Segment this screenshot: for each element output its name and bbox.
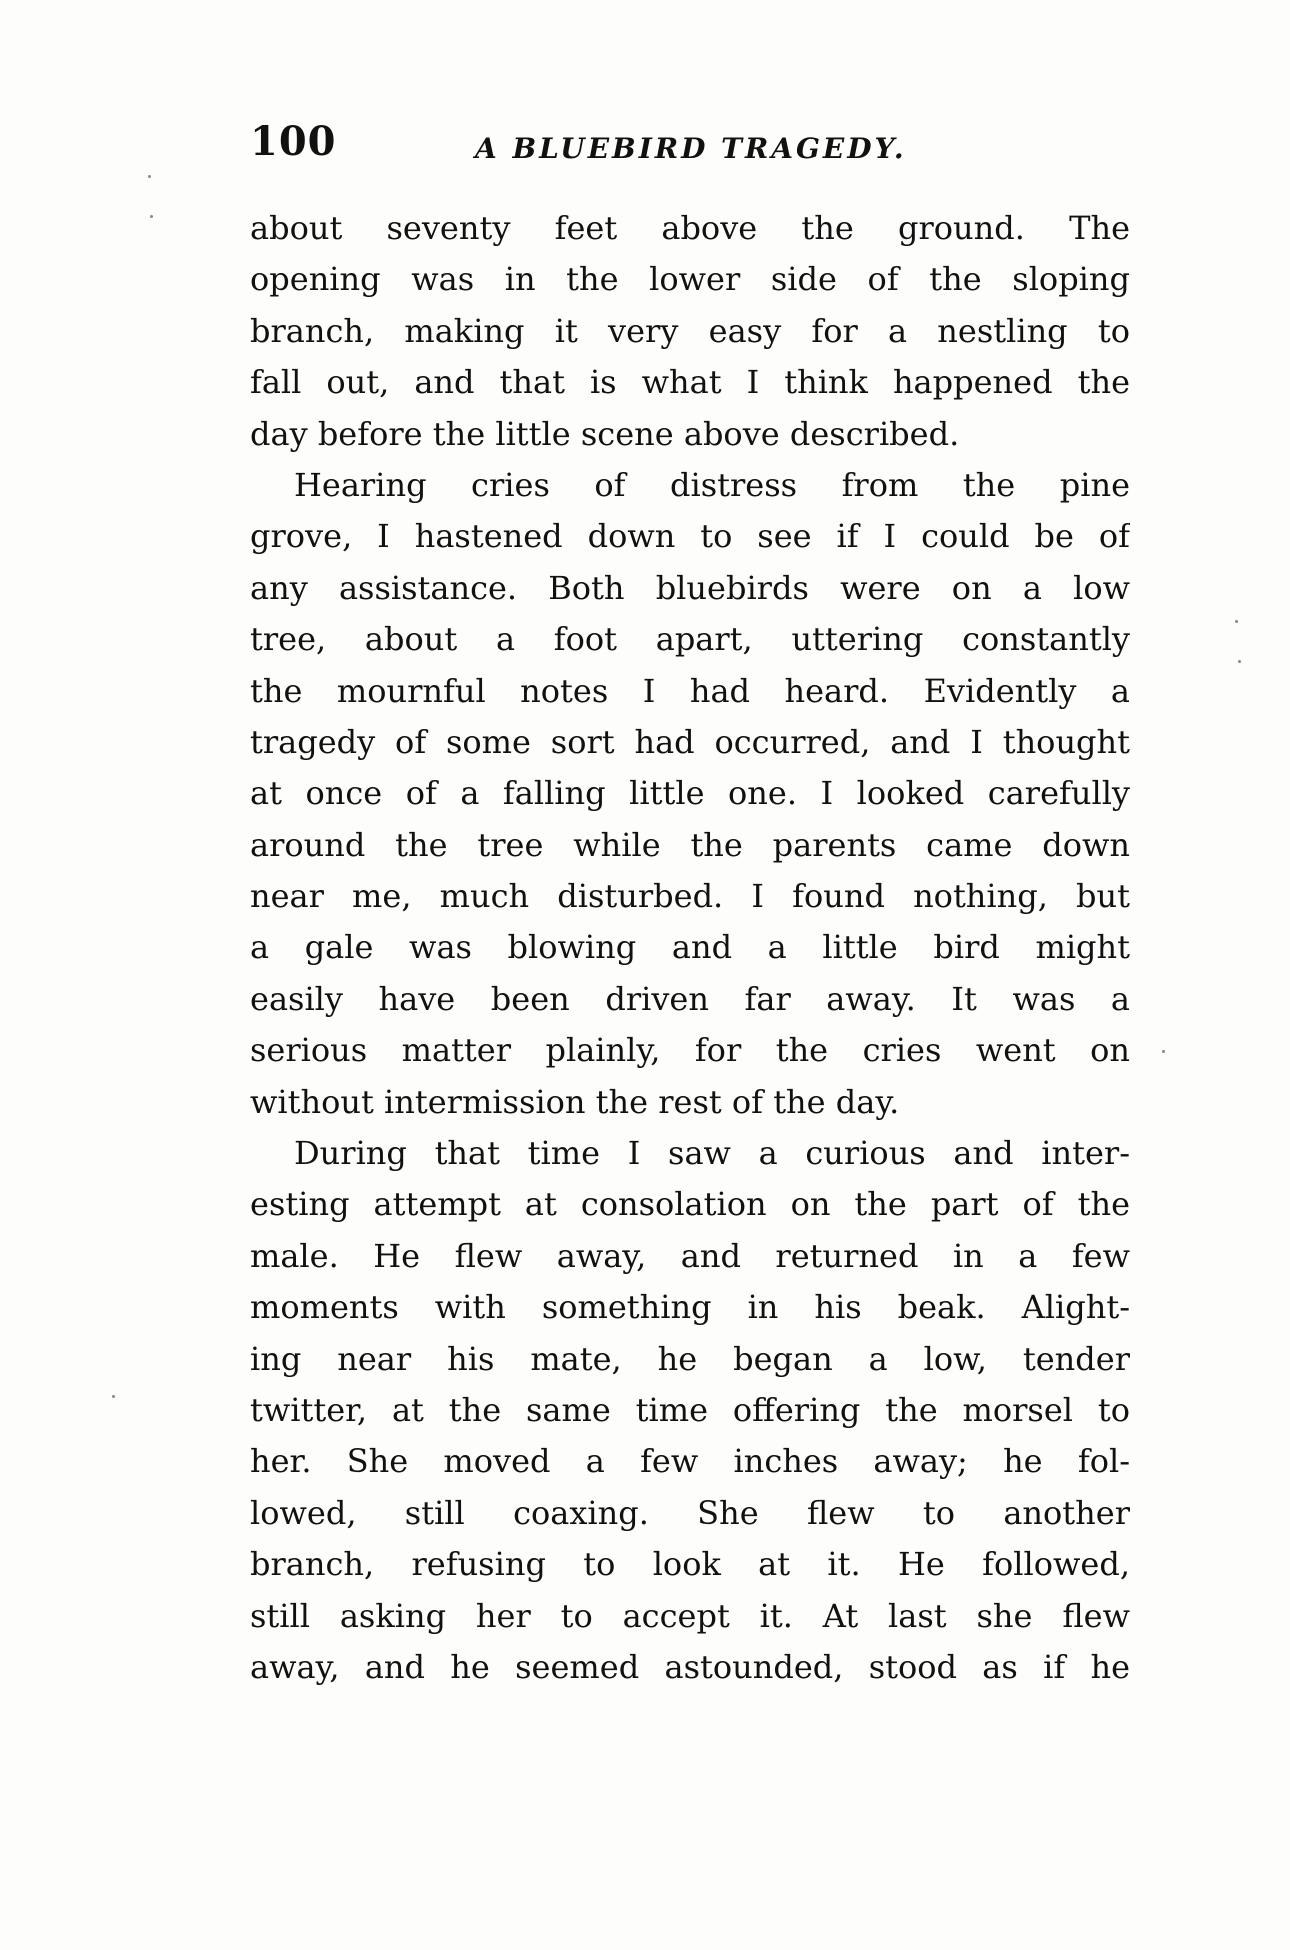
scan-speck — [150, 215, 153, 218]
text-line: near me, much disturbed. I found nothing, but — [250, 877, 1130, 916]
text-line: at once of a falling little one. I looked carefully — [250, 774, 1130, 813]
text-line: around the tree while the parents came down — [250, 825, 1130, 864]
text-line: about seventy feet above the ground. The — [250, 209, 1130, 247]
text-line: grove, I hastened down to see if I could be of — [250, 517, 1130, 556]
text-line: twitter, at the same time offering the morsel to — [250, 1390, 1130, 1429]
text-line: moments with something in his beak. Alight- — [250, 1288, 1130, 1327]
text-line: esting attempt at consolation on the part of the — [250, 1185, 1130, 1224]
text-line: fall out, and that is what I think happened the — [250, 363, 1130, 402]
text-line: ing near his mate, he began a low, tender — [250, 1339, 1130, 1378]
text-line: day before the little scene above described. — [250, 414, 960, 453]
text-line: lowed, still coaxing. She flew to another — [250, 1493, 1130, 1532]
text-line: branch, refusing to look at it. He followed, — [250, 1545, 1130, 1584]
text-line: without intermission the rest of the day. — [250, 1082, 900, 1121]
paragraph — [250, 1128, 1130, 1693]
text-line: Hearing cries of distress from the pine — [294, 465, 1130, 504]
text-line: serious matter plainly, for the cries went on — [250, 1031, 1130, 1070]
scan-speck — [1235, 620, 1238, 623]
text-line: tree, about a foot apart, uttering constantly — [250, 620, 1130, 659]
scan-speck — [112, 1395, 115, 1398]
scan-speck — [148, 175, 151, 178]
text-line: any assistance. Both bluebirds were on a low — [250, 568, 1130, 607]
text-line: still asking her to accept it. At last she flew — [250, 1596, 1130, 1635]
text-line: the mournful notes I had heard. Evidently a — [250, 671, 1130, 710]
text-line: her. She moved a few inches away; he fol- — [250, 1442, 1130, 1481]
running-head — [250, 118, 1140, 178]
paragraph — [250, 460, 1130, 1128]
paragraph — [250, 203, 1130, 460]
text-line: opening was in the lower side of the sloping — [250, 260, 1130, 299]
scan-speck — [1162, 1050, 1165, 1053]
text-line: male. He flew away, and returned in a few — [250, 1236, 1130, 1275]
text-line: tragedy of some sort had occurred, and I thought — [250, 722, 1130, 761]
running-title: A BLUEBIRD TRAGEDY. — [475, 132, 907, 165]
text-line: easily have been driven far away. It was a — [250, 979, 1130, 1018]
text-line: away, and he seemed astounded, stood as if he — [250, 1647, 1130, 1686]
scan-speck — [1238, 660, 1241, 663]
text-line: branch, making it very easy for a nestling to — [250, 311, 1130, 350]
text-line: a gale was blowing and a little bird might — [250, 928, 1130, 967]
body-text — [250, 203, 1130, 1693]
text-line: During that time I saw a curious and inter- — [294, 1134, 1130, 1173]
page-number: 100 — [250, 118, 337, 165]
